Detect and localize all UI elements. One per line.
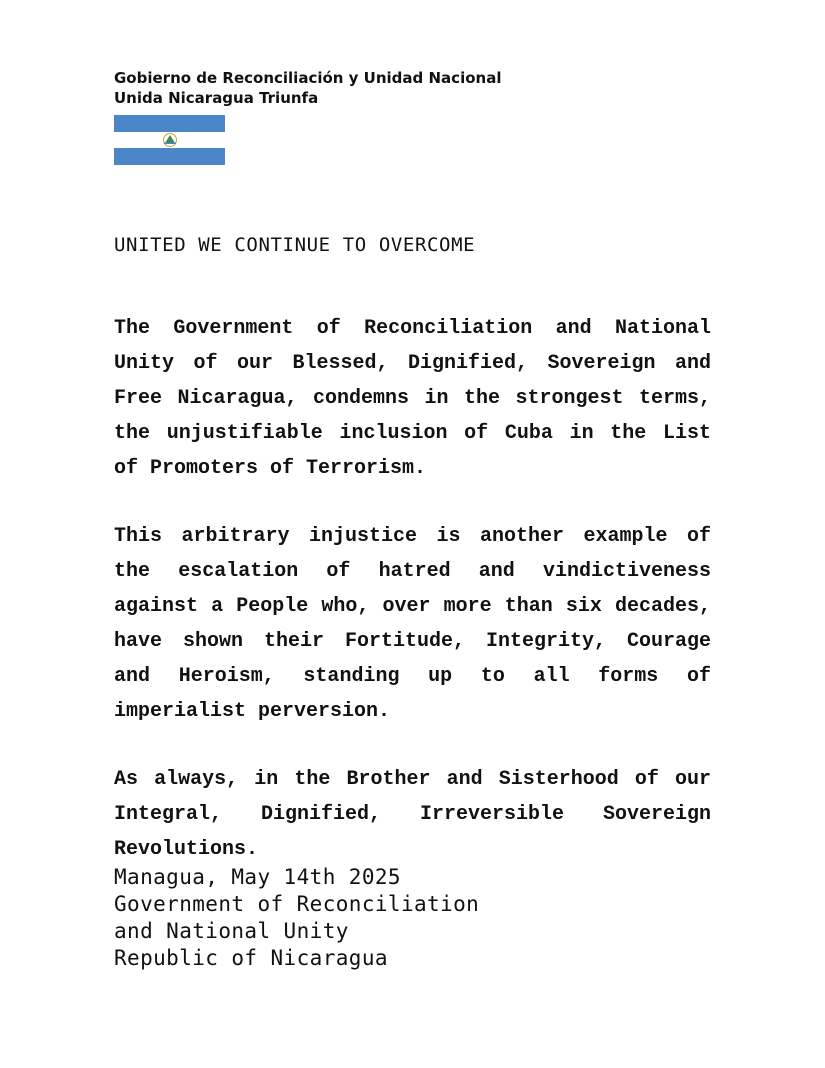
signature-government-line: Government of Reconciliation: [114, 892, 480, 916]
signature-country: Republic of Nicaragua: [114, 946, 388, 970]
statement-paragraph: The Government of Reconciliation and National Unity of our Blessed, Dignified, Sovereign and Free Nicaragua, condemns in the strongest terms, the unjustifiable inclusion of Cuba in the List of Promoters of Terrorism.: [114, 317, 711, 480]
statement-heading: UNITED WE CONTINUE TO OVERCOME: [114, 234, 476, 256]
letterhead-government-name: Gobierno de Reconciliación y Unidad Nacional: [114, 69, 502, 87]
statement-paragraph: As always, in the Brother and Sisterhood of our Integral, Dignified, Irreversible Sovereign Revolutions.: [114, 768, 711, 861]
letterhead-slogan: Unida Nicaragua Triunfa: [114, 89, 319, 107]
coat-of-arms-icon: [114, 115, 225, 165]
signature-place-date: Managua, May 14th 2025: [114, 865, 401, 889]
nicaragua-flag-icon: [114, 115, 225, 165]
signature-government-line: and National Unity: [114, 919, 349, 943]
statement-paragraph: This arbitrary injustice is another example of the escalation of hatred and vindictiveness against a People who, over more than six decades, have shown their Fortitude, Integrity, Courage and Heroism, standing up to all forms of imperialist perversion.: [114, 525, 711, 723]
letterhead: [114, 68, 501, 108]
signature-block: [114, 864, 479, 972]
